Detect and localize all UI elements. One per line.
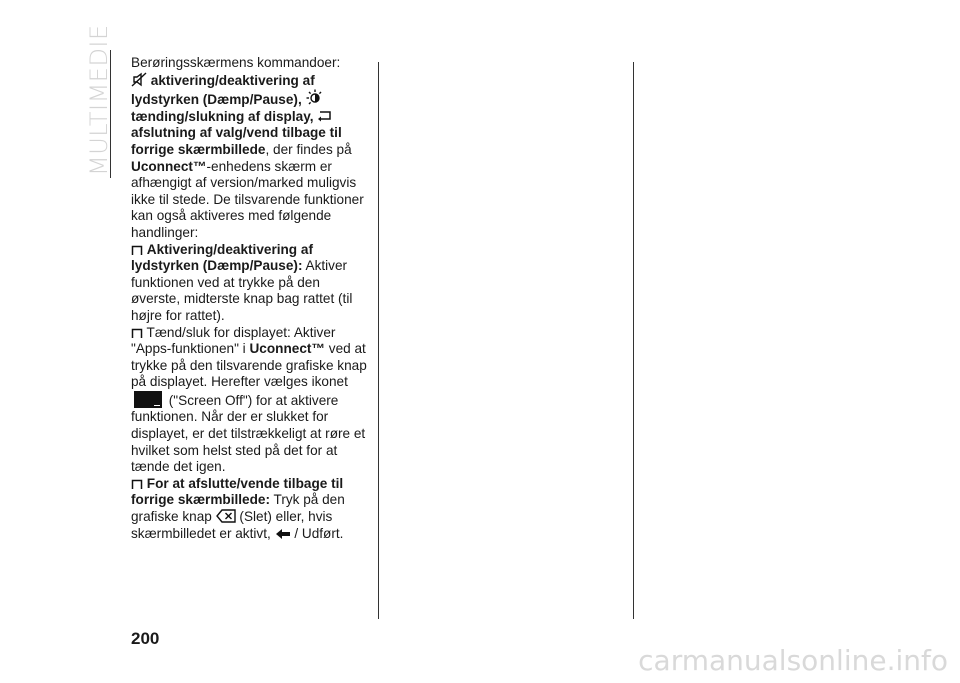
- return-icon: [317, 110, 333, 123]
- back-arrow-icon: [275, 528, 291, 540]
- bullet-display-brand: Uconnect™: [249, 341, 325, 357]
- intro-bold-display: tænding/slukning af display,: [131, 108, 314, 124]
- bullet-icon: [131, 328, 143, 339]
- intro-lead: Berøringsskærmens kommandoer:: [131, 55, 341, 70]
- brightness-icon: [306, 89, 323, 106]
- intro-bold-mute: aktivering/deaktivering af lydstyrken (Dæmp/Pause),: [131, 72, 315, 108]
- watermark: carmanualsonline.info: [638, 644, 948, 677]
- bullet-display-text-c: ("Screen Off") for at aktivere funktionen. Når der er slukket for displayet, er det tilstrækkeligt at røre et hvilket som helst sted på det for at tænde det igen.: [131, 392, 366, 475]
- bullet-return-text-c: / Udført.: [290, 525, 344, 541]
- intro-text-1: , der findes på: [265, 141, 352, 157]
- bullet-return-text-b: (Slet) eller, hvis skærmbilledet er aktivt,: [131, 509, 333, 541]
- bullet-mute: [131, 242, 371, 325]
- bullet-display-text-a: Tænd/sluk for displayet: Aktiver "Apps-funktionen" i: [131, 324, 336, 357]
- bullet-mute-title: Aktivering/deaktivering af lydstyrken (Dæmp/Pause):: [131, 241, 313, 274]
- bullet-display: [131, 325, 371, 476]
- bullet-return: [131, 476, 371, 542]
- intro-text-2: -enhedens skærm er afhængigt af version/marked muligvis ikke til stede. De tilsvarende funktioner kan også aktiveres med følgende handlinger:: [131, 158, 364, 240]
- mute-icon: [131, 72, 147, 87]
- bullet-return-text-a: Tryk på den grafiske knap: [131, 492, 345, 525]
- delete-icon: [216, 509, 236, 523]
- column-divider-2: [633, 62, 634, 619]
- bullet-mute-text: Aktiver funktionen ved at trykke på den øverste, midterste knap bag rattet (til højre for rattet).: [131, 258, 353, 323]
- section-label: MULTIMEDIE: [85, 24, 113, 176]
- screen-off-icon: [134, 391, 162, 408]
- intro-brand: Uconnect™: [131, 158, 207, 174]
- column-divider-1: [378, 62, 379, 619]
- bullet-return-title: For at afslutte/vende tilbage til forrige skærmbillede:: [131, 475, 344, 508]
- text-column: [131, 55, 371, 542]
- bullet-icon: [131, 245, 143, 256]
- intro-bold-return: afslutning af valg/vend tilbage til forrige skærmbillede: [131, 125, 342, 157]
- page-number: 200: [131, 629, 160, 648]
- bullet-icon: [131, 479, 143, 490]
- intro-paragraph: [131, 55, 371, 242]
- bullet-display-text-b: ved at trykke på den tilsvarende grafiske knap på displayet. Herefter vælges ikonet: [131, 341, 367, 390]
